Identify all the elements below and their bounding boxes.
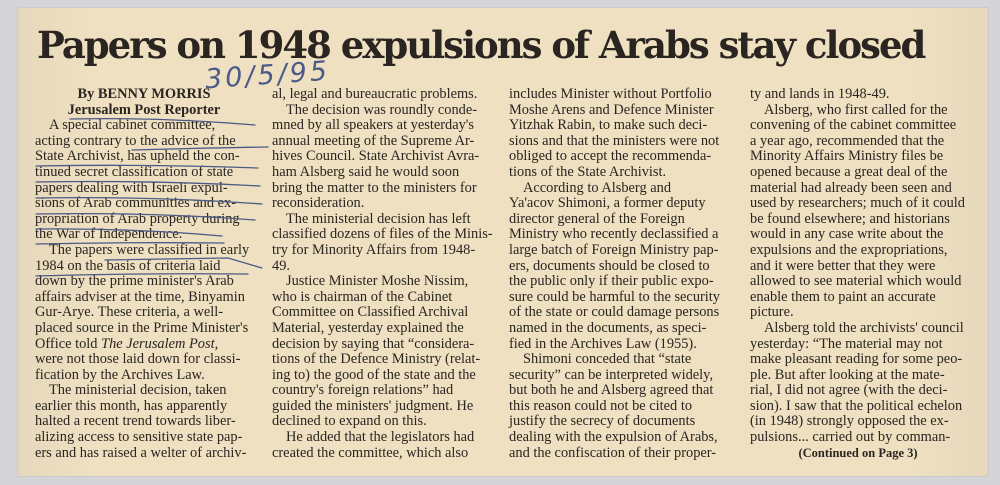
text-line: director general of the Foreign: [509, 210, 685, 227]
article-column-4: [750, 87, 966, 461]
text-line: down by the prime minister's Arab: [35, 273, 234, 290]
text-line: ing to) the good of the state and the: [272, 366, 476, 383]
text-line: According to Alsberg and: [523, 179, 672, 196]
article-column-1: [35, 87, 253, 461]
text-line: Justice Minister Moshe Nissim,: [286, 273, 469, 290]
text-line: bring the matter to the ministers for: [272, 179, 477, 196]
article-column-3: [509, 87, 727, 461]
text-line: The ministerial decision has left: [286, 210, 471, 227]
text-line: material had already been seen and: [750, 179, 952, 196]
text-line: al, legal and bureaucratic problems.: [272, 86, 478, 102]
text-line: acting contrary to the advice of the: [35, 132, 236, 149]
text-line: enable them to paint an accurate: [750, 288, 936, 305]
text-line: Minority Affairs Ministry files be: [750, 148, 944, 165]
text-line: classified dozens of files of the Minis-: [272, 226, 493, 243]
text-line: The papers were classified in early: [49, 241, 250, 258]
text-line: obliged to accept the recommenda-: [509, 148, 712, 165]
text-line: includes Minister without Portfolio: [509, 86, 712, 102]
text-line: ham Alsberg said he would soon: [272, 163, 460, 180]
text-line: guided the ministers' judgment. He: [272, 397, 474, 414]
text-line: sion). I saw that the political echelon: [750, 397, 963, 414]
text-line: this reason could not be cited to: [509, 397, 693, 414]
text-line: halted a recent trend towards liber-: [35, 413, 236, 430]
text-line: tions of the Defence Ministry (relat-: [272, 351, 481, 368]
text-line: expulsions and the expropriations,: [750, 241, 948, 258]
headline: Papers on 1948 expulsions of Arabs stay closed: [37, 23, 925, 67]
text-line: declined to expand on this.: [272, 413, 427, 430]
text-line: sure could be harmful to the security: [509, 288, 720, 305]
text-line: were not those laid down for classi-: [35, 351, 241, 368]
text-line: picture.: [750, 304, 794, 321]
text-line: 1984 on the basis of criteria laid: [35, 257, 221, 274]
text-line: earlier this month, has apparently: [35, 397, 228, 414]
text-line: papers dealing with Israeli expul-: [35, 179, 228, 196]
text-line: be found elsewhere; and historians: [750, 210, 950, 227]
text-line: created the committee, which also: [272, 444, 469, 461]
text-line: and it were better that they were: [750, 257, 936, 274]
handwritten-date-note: 30/5/95: [204, 55, 332, 96]
text-line: Material, yesterday explained the: [272, 319, 464, 336]
text-line: Yitzhak Rabin, to make such deci-: [509, 117, 708, 134]
text-line: Shimoni conceded that “state: [523, 351, 692, 368]
text-line: try for Minority Affairs from 1948-: [272, 241, 476, 258]
text-line: the War of Independence.: [35, 226, 183, 243]
text-line: security” can be interpreted widely,: [509, 366, 714, 383]
text-line: the public only if their public expo-: [509, 273, 714, 290]
text-line: named in the documents, as speci-: [509, 319, 707, 336]
text-line: 49.: [272, 257, 290, 274]
text-line: The decision was roundly conde-: [286, 101, 478, 118]
text-line: He added that the legislators had: [286, 429, 475, 446]
text-line: Ya'acov Shimoni, a former deputy: [509, 195, 706, 212]
text-line: The ministerial decision, taken: [49, 382, 227, 399]
text-line: Alsberg, who first called for the: [764, 101, 948, 118]
text-line: decision by saying that “considera-: [272, 335, 475, 352]
text-line: Office told The Jerusalem Post,: [35, 335, 219, 352]
text-line: would in any case write about the: [750, 226, 944, 243]
text-line: placed source in the Prime Minister's: [35, 319, 249, 336]
text-line: Jerusalem Post Reporter: [67, 101, 221, 118]
text-line: country's foreign relations” had: [272, 382, 454, 399]
text-line: (in 1948) strongly opposed the ex-: [750, 413, 949, 430]
text-line: yesterday: “The material may not: [750, 335, 943, 352]
text-line: ty and lands in 1948-49.: [750, 86, 890, 102]
text-line: ers, documents should be closed to: [509, 257, 710, 274]
text-line: large batch of Foreign Ministry pap-: [509, 241, 719, 258]
text-line: but both he and Alsberg agreed that: [509, 382, 714, 399]
article-column-2: [272, 86, 493, 461]
text-line: who is chairman of the Cabinet: [272, 288, 453, 305]
text-line: sions and that the ministers were not: [509, 132, 720, 149]
text-line: Committee on Classified Archival: [272, 304, 469, 321]
text-line: By BENNY MORRIS: [77, 86, 211, 102]
text-line: and the confiscation of their proper-: [509, 444, 717, 461]
text-line: fication by the Archives Law.: [35, 366, 205, 383]
text-line: annual meeting of the Supreme Ar-: [272, 132, 475, 149]
text-line: Alsberg told the archivists' council: [764, 319, 964, 336]
text-line: opened because a great deal of the: [750, 163, 948, 180]
text-line: pulsions... carried out by comman-: [750, 429, 951, 446]
text-line: affairs adviser at the time, Binyamin: [35, 288, 245, 305]
text-line: mned by all speakers at yesterday's: [272, 117, 474, 134]
text-line: A special cabinet committee,: [49, 117, 216, 134]
text-line: Gur-Arye. These criteria, a well-: [35, 304, 224, 321]
text-line: hives Council. State Archivist Avra-: [272, 148, 480, 165]
text-line: a year ago, recommended that the: [750, 132, 945, 149]
text-line: fied in the Archives Law (1955).: [509, 335, 697, 352]
continued-notice: (Continued on Page 3): [798, 445, 918, 460]
text-line: dealing with the expulsion of Arabs,: [509, 429, 718, 446]
text-line: rial, I did not agree (with the deci-: [750, 382, 948, 399]
text-line: reconsideration.: [272, 195, 365, 212]
text-line: make pleasant reading for some peo-: [750, 351, 963, 368]
text-line: ers and has raised a welter of archiv-: [35, 444, 247, 461]
text-line: used by researchers; much of it could: [750, 195, 965, 212]
text-line: alizing access to sensitive state pap-: [35, 429, 243, 446]
text-line: State Archivist, has upheld the con-: [35, 148, 240, 165]
text-line: sions of Arab communities and ex-: [35, 195, 237, 212]
text-line: convening of the cabinet committee: [750, 117, 957, 134]
text-line: propriation of Arab property during: [35, 210, 240, 227]
text-line: justify the secrecy of documents: [509, 413, 696, 430]
text-line: Ministry who recently declassified a: [509, 226, 719, 243]
text-line: ple. But after looking at the mate-: [750, 366, 945, 383]
text-line: Moshe Arens and Defence Minister: [509, 101, 714, 118]
text-line: tinued secret classification of state: [35, 163, 234, 180]
text-line: tions of the State Archivist.: [509, 163, 667, 180]
text-line: allowed to see material which would: [750, 273, 962, 290]
text-line: of the state or could damage persons: [509, 304, 720, 321]
